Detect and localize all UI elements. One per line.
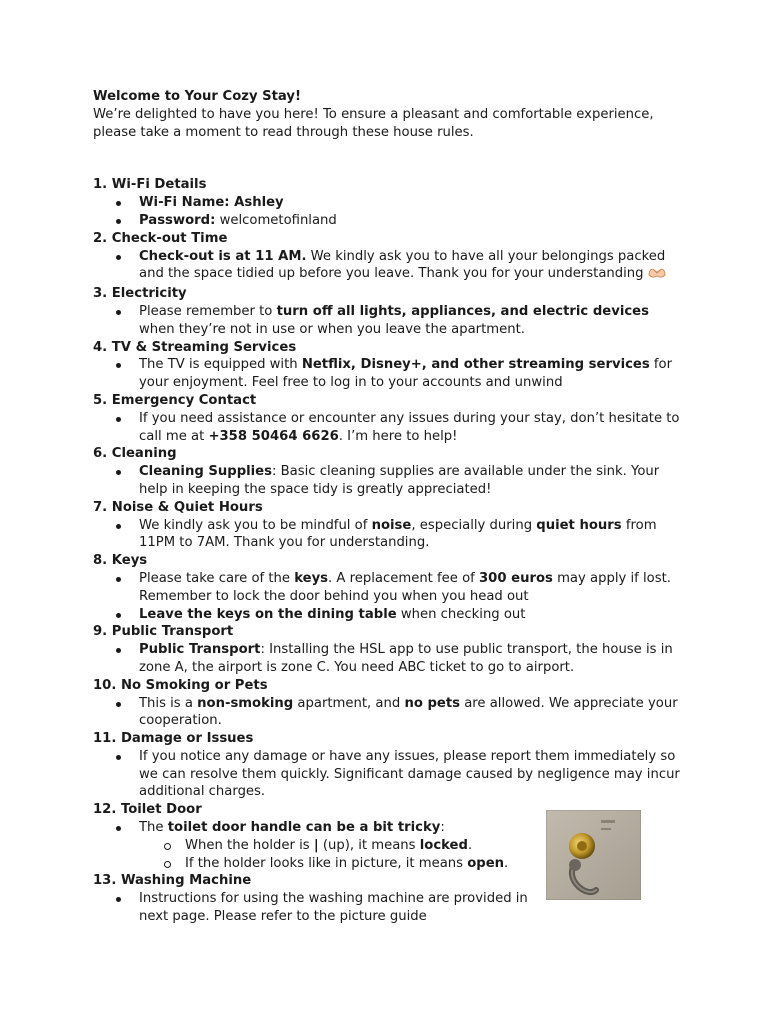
- body-text: Instructions for using the washing machine are provided in next page. Please refer to the picture guide: [139, 891, 528, 925]
- section-emergency: [93, 392, 683, 445]
- section-title: 1. Wi-Fi Details: [93, 177, 207, 193]
- body-text: , especially during: [411, 517, 537, 533]
- list-item: [93, 303, 683, 339]
- phone-number: +358 50464 6626: [208, 428, 339, 444]
- section-title: 4. TV & Streaming Services: [93, 339, 297, 355]
- section-title: 13. Washing Machine: [93, 873, 252, 889]
- body-text: This is a: [139, 695, 198, 711]
- body-text: when they’re not in use or when you leave the apartment.: [139, 321, 525, 337]
- section-tv: [93, 339, 683, 392]
- section-title: 8. Keys: [93, 553, 148, 569]
- door-handle-photo: [546, 810, 641, 900]
- list-item: [93, 606, 683, 624]
- password-label: Password:: [139, 212, 216, 228]
- body-text: :: [440, 820, 445, 836]
- section-keys: [93, 552, 683, 623]
- list-item: [93, 517, 683, 553]
- section-damage: [93, 730, 683, 801]
- list-item: [93, 748, 683, 801]
- section-checkout: [93, 230, 683, 285]
- bold-text: Check-out is at 11 AM.: [139, 248, 307, 264]
- bold-text: Public Transport: [139, 642, 261, 658]
- body-text: We kindly ask you to have all your belongings packed and the space tidied up before you leave. Thank you for your understanding: [139, 248, 666, 282]
- intro-title: Welcome to Your Cozy Stay!: [93, 89, 302, 104]
- list-item: [93, 890, 534, 926]
- body-text: : Installing the HSL app to use public transport, the house is in zone A, the airport is zone C. You need ABC ticket to go to airport.: [139, 642, 673, 675]
- section-title: 7. Noise & Quiet Hours: [93, 499, 263, 515]
- section-title: 11. Damage or Issues: [93, 731, 254, 747]
- bold-text: non-smoking: [197, 695, 294, 711]
- body-text: If you need assistance or encounter any issues during your stay, don’t hesitate to call me at: [139, 410, 680, 444]
- bold-text: toilet door handle can be a bit tricky: [167, 820, 441, 836]
- body-text: (up), it means: [318, 837, 420, 853]
- list-item: [93, 212, 683, 230]
- bold-text: noise: [371, 517, 412, 533]
- body-text: for your enjoyment. Feel free to log in to your accounts and unwind: [139, 357, 673, 391]
- list-item: [93, 641, 683, 677]
- house-rules-document: [93, 88, 683, 926]
- intro: [93, 88, 683, 141]
- section-wifi: [93, 176, 683, 229]
- section-title: 9. Public Transport: [93, 624, 234, 640]
- body-text: The TV is equipped with: [139, 357, 302, 373]
- heart-hands-icon: [648, 267, 666, 285]
- bold-text: locked: [419, 837, 468, 853]
- body-text: : Basic cleaning supplies are available under the sink. Your help in keeping the space tidy is greatly appreciated!: [139, 464, 660, 497]
- section-title: 5. Emergency Contact: [93, 392, 257, 408]
- body-text: when checking out: [396, 606, 526, 622]
- bold-text: 300 euros: [479, 570, 553, 586]
- body-text: If you notice any damage or have any issues, please report them immediately so we can resolve them quickly. Significant damage caused by negligence may incur additional charges.: [139, 748, 680, 800]
- bold-text: no pets: [404, 695, 461, 711]
- section-no-smoking: [93, 677, 683, 730]
- bold-text: quiet hours: [536, 517, 622, 533]
- body-text: Please take care of the: [139, 570, 295, 586]
- section-title: 10. No Smoking or Pets: [93, 677, 268, 693]
- wifi-name: Wi-Fi Name: Ashley: [139, 195, 284, 211]
- intro-text: We’re delighted to have you here! To ensure a pleasant and comfortable experience, please take a moment to read through these house rules.: [93, 106, 654, 140]
- body-text: We kindly ask you to be mindful of: [139, 517, 372, 533]
- section-cleaning: [93, 445, 683, 498]
- section-noise: [93, 499, 683, 552]
- list-item: [93, 410, 683, 446]
- section-title: 12. Toilet Door: [93, 802, 202, 818]
- bold-text: Netflix, Disney+, and other streaming services: [301, 357, 650, 373]
- section-transport: [93, 623, 683, 676]
- body-text: from 11PM to 7AM. Thank you for understanding.: [139, 517, 657, 551]
- bold-text: Cleaning Supplies: [139, 464, 272, 480]
- body-text: If the holder looks like in picture, it means: [185, 855, 468, 871]
- section-title: 6. Cleaning: [93, 446, 177, 462]
- body-text: .: [467, 837, 473, 853]
- body-text: are allowed. We appreciate your cooperation.: [139, 695, 678, 729]
- section-title: 3. Electricity: [93, 286, 187, 302]
- body-text: may apply if lost. Remember to lock the door behind you when you head out: [139, 570, 671, 604]
- list-item: [93, 695, 683, 731]
- bold-text: keys: [294, 570, 329, 586]
- body-text: Please remember to: [139, 303, 277, 319]
- body-text: .: [504, 855, 509, 871]
- list-item: [93, 248, 683, 286]
- section-electricity: [93, 285, 683, 338]
- body-text: . A replacement fee of: [328, 570, 479, 586]
- bold-text: |: [313, 837, 319, 853]
- list-item: [93, 194, 683, 212]
- body-text: The: [139, 820, 168, 836]
- body-text: When the holder is: [185, 837, 314, 853]
- bold-text: open: [467, 855, 505, 871]
- list-item: [93, 356, 683, 392]
- bold-text: Leave the keys on the dining table: [139, 606, 397, 622]
- body-text: . I’m here to help!: [338, 428, 458, 444]
- section-title: 2. Check-out Time: [93, 230, 228, 246]
- password-value: welcometofinland: [215, 212, 337, 228]
- list-item: [93, 570, 683, 606]
- body-text: apartment, and: [293, 695, 405, 711]
- bold-text: turn off all lights, appliances, and electric devices: [276, 303, 649, 319]
- list-item: [93, 463, 683, 499]
